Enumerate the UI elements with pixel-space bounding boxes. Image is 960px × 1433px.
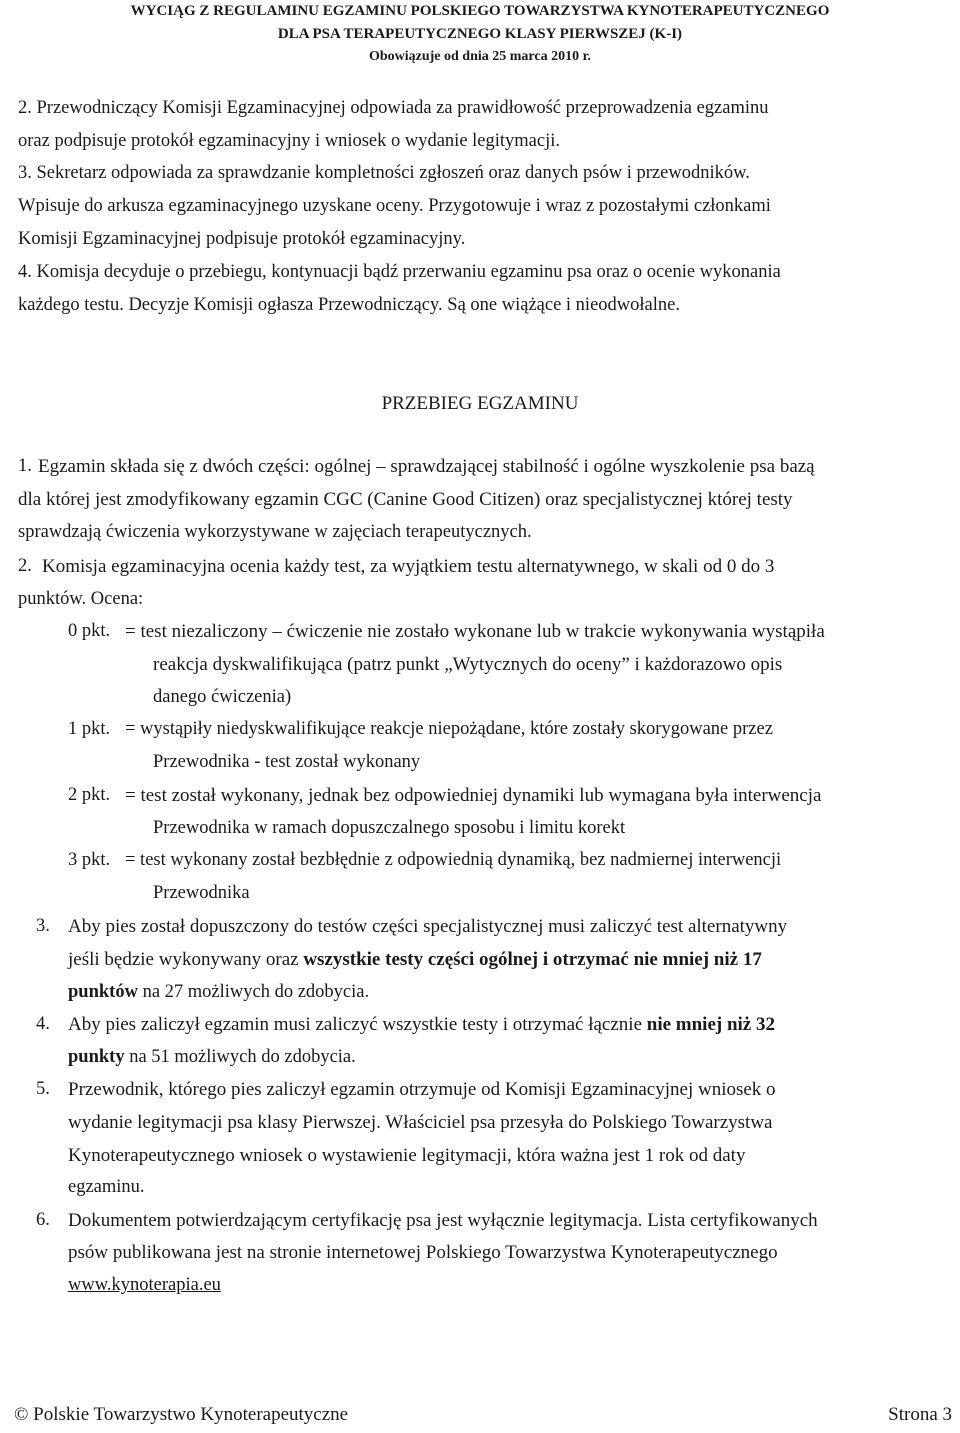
item-text-bold: punktów	[68, 982, 138, 1002]
item-text: Egzamin składa się z dwóch części: ogólnej – sprawdzającej stabilność i ogólne wyszkolenie psa bazą	[38, 456, 815, 477]
item-text	[68, 982, 369, 1003]
footer-copyright: © Polskie Towarzystwo Kynoterapeutyczne	[14, 1404, 349, 1425]
commission-line: Wpisuje do arkusza egzaminacyjnego uzyskane oceny. Przygotowuje i wraz z pozostałymi członkami	[18, 196, 771, 216]
item-text: punktów. Ocena:	[18, 589, 144, 609]
commission-line: 2. Przewodniczący Komisji Egzaminacyjnej odpowiada za prawidłowość przeprowadzenia egzaminu	[18, 98, 769, 118]
score-text: reakcja dyskwalifikująca (patrz punkt „Wytycznych do oceny” i każdorazowo opis	[153, 654, 783, 675]
commission-line: oraz podpisuje protokół egzaminacyjny i wniosek o wydanie legitymacji.	[18, 131, 561, 151]
score-label: 2 pkt.	[68, 785, 111, 805]
item-number: 6.	[36, 1210, 50, 1230]
score-text: = test został wykonany, jednak bez odpowiedniej dynamiki lub wymagana była interwencja	[125, 785, 822, 806]
item-text	[68, 1047, 356, 1068]
header-effective-date: Obowiązuje od dnia 25 marca 2010 r.	[368, 49, 592, 64]
item-text: Dokumentem potwierdzającym certyfikację psa jest wyłącznie legitymacja. Lista certyfikowanych	[68, 1210, 818, 1231]
score-text: danego ćwiczenia)	[153, 687, 292, 707]
item-text: Przewodnik, którego pies zaliczył egzamin otrzymuje od Komisji Egzaminacyjnej wniosek o	[68, 1079, 776, 1100]
commission-line: 4. Komisja decyduje o przebiegu, kontynuacji bądź przerwaniu egzaminu psa oraz o ocenie wykonania	[18, 262, 781, 282]
item-number: 5.	[36, 1079, 50, 1099]
score-text: = test wykonany został bezbłędnie z odpowiednią dynamiką, bez nadmiernej interwencji	[125, 850, 782, 870]
item-number: 3.	[36, 916, 50, 936]
item-text: Aby pies został dopuszczony do testów części specjalistycznej musi zaliczyć test alternatywny	[68, 916, 788, 937]
item-text: wydanie legitymacji psa klasy Pierwszej. Właściciel psa przesyła do Polskiego Towarzystwa	[68, 1112, 773, 1133]
item-text	[68, 1014, 775, 1036]
item-text: Komisja egzaminacyjna ocenia każdy test, za wyjątkiem testu alternatywnego, w skali od 0 do 3	[42, 556, 775, 577]
item-text: dla której jest zmodyfikowany egzamin CGC (Canine Good Citizen) oraz specjalistycznej której testy	[18, 489, 793, 510]
score-text: Przewodnika - test został wykonany	[153, 752, 421, 772]
commission-line: 3. Sekretarz odpowiada za sprawdzanie kompletności zgłoszeń oraz danych psów i przewodników.	[18, 163, 750, 183]
item-text-part: jeśli będzie wykonywany oraz	[68, 949, 304, 970]
website-link[interactable]: www.kynoterapia.eu	[68, 1275, 221, 1295]
item-number: 2.	[18, 556, 32, 576]
score-label: 3 pkt.	[68, 850, 111, 870]
commission-line: Komisji Egzaminacyjnej podpisuje protokół egzaminacyjny.	[18, 229, 466, 249]
header-title-line1: WYCIĄG Z REGULAMINU EGZAMINU POLSKIEGO TOWARZYSTWA KYNOTERAPEUTYCZNEGO	[130, 3, 830, 19]
score-text: Przewodnika w ramach dopuszczalnego sposobu i limitu korekt	[153, 818, 626, 838]
score-text: Przewodnika	[153, 883, 250, 903]
item-text: Kynoterapeutycznego wniosek o wystawienie legitymacji, która ważna jest 1 rok od daty	[68, 1145, 746, 1166]
footer-page-number: Strona 3	[888, 1404, 952, 1425]
section-title: PRZEBIEG EGZAMINU	[381, 393, 579, 414]
website-link-line	[68, 1275, 221, 1296]
item-text: sprawdzają ćwiczenia wykorzystywane w zajęciach terapeutycznych.	[18, 522, 532, 542]
item-text	[68, 949, 762, 971]
score-text: = wystąpiły niedyskwalifikujące reakcje niepożądane, które zostały skorygowane przez	[125, 719, 773, 739]
item-text-part: na 27 możliwych do zdobycia.	[137, 982, 370, 1002]
item-text-part: na 51 możliwych do zdobycia.	[124, 1047, 356, 1067]
item-text-part: Aby pies zaliczył egzamin musi zaliczyć wszystkie testy i otrzymać łącznie	[68, 1014, 647, 1035]
item-text: egzaminu.	[68, 1177, 145, 1197]
commission-line: każdego testu. Decyzje Komisji ogłasza Przewodniczący. Są one wiążące i nieodwołalne.	[18, 295, 680, 315]
item-text-bold: nie mniej niż 32	[646, 1014, 775, 1035]
item-text: psów publikowana jest na stronie internetowej Polskiego Towarzystwa Kynoterapeutycznego	[68, 1242, 778, 1263]
score-text: = test niezaliczony – ćwiczenie nie zostało wykonane lub w trakcie wykonywania wystąpiła	[125, 621, 825, 642]
item-text-bold: wszystkie testy części ogólnej i otrzymać nie mniej niż 17	[303, 949, 762, 970]
item-text-bold: punkty	[68, 1047, 125, 1067]
item-number: 4.	[36, 1014, 50, 1034]
score-label: 0 pkt.	[68, 621, 111, 641]
item-number: 1.	[18, 456, 32, 476]
header-title-line2: DLA PSA TERAPEUTYCZNEGO KLASY PIERWSZEJ (K-I)	[277, 26, 683, 42]
score-label: 1 pkt.	[68, 719, 111, 739]
